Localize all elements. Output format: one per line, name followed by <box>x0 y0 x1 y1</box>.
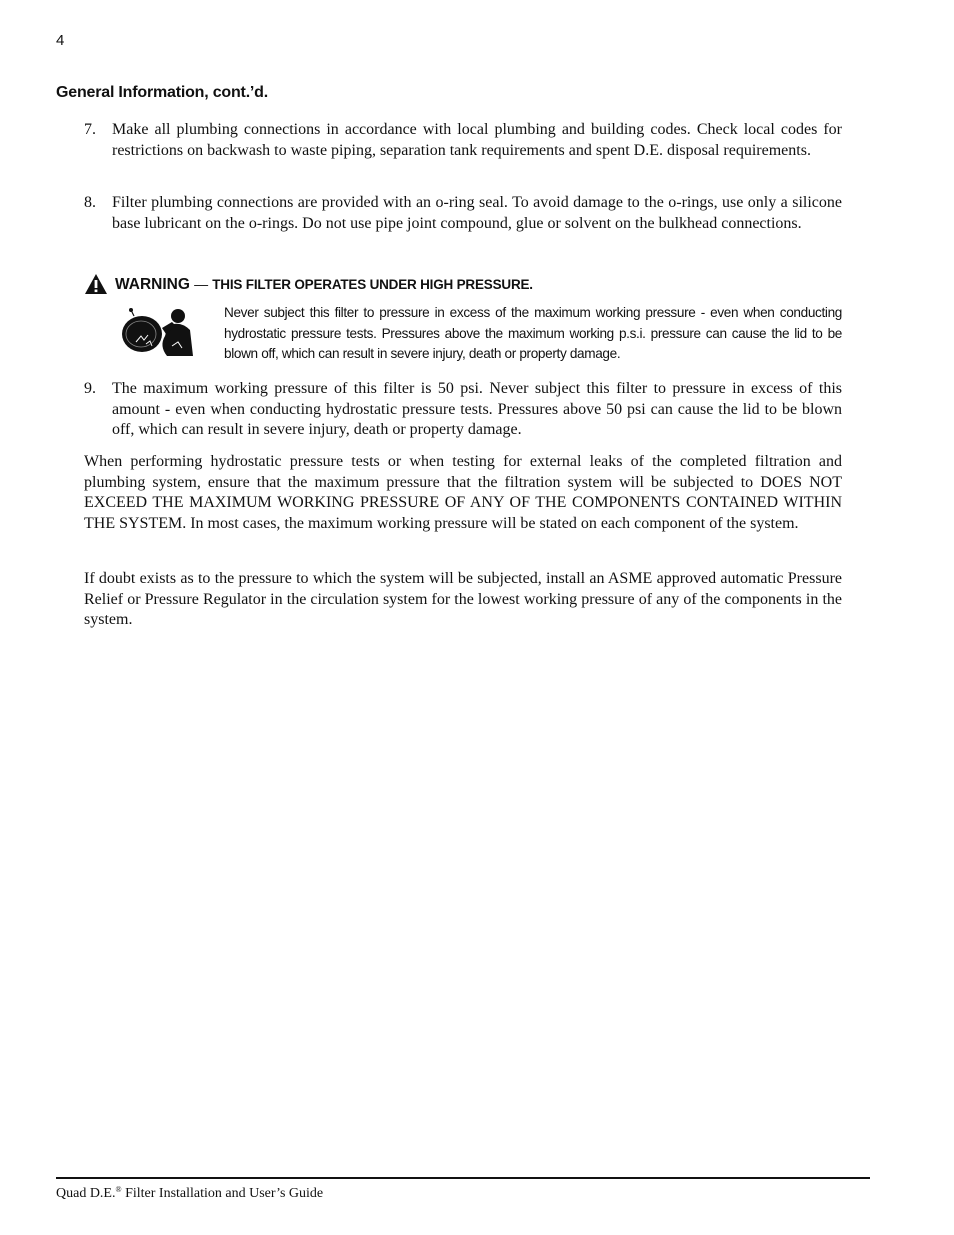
warning-title <box>115 276 533 294</box>
item-text: Filter plumbing connections are provided with an o-ring seal. To avoid damage to the o-rings, use only a silicone base lubricant on the o-rings. Do not use pipe joint compound, glue or solvent on the bulkhead connections. <box>112 194 842 232</box>
footer-title <box>56 1185 323 1202</box>
list-item <box>84 193 842 234</box>
page-number: 4 <box>56 32 65 49</box>
list-item <box>84 120 842 161</box>
list-item <box>84 379 842 441</box>
item-number: 8. <box>84 194 96 211</box>
lid-blow-off-hazard-icon <box>118 304 194 360</box>
warning-label: WARNING <box>115 276 190 293</box>
registered-mark: ® <box>115 1185 122 1194</box>
warning-dash: — <box>194 276 209 292</box>
warning-body: Never subject this filter to pressure in excess of the maximum working pressure - even when conducting hydrostatic pressure tests. Pressures above the maximum working p.s.i. pressure can cause the lid to be blown off, which can result in severe injury, death or property damage. <box>224 305 842 361</box>
body-paragraph: When performing hydrostatic pressure tests or when testing for external leaks of the completed filtration and plumbing system, ensure that the maximum pressure that the filtration system will be subjected to DOES NOT EXCEED THE MAXIMUM WORKING PRESSURE OF ANY OF THE COMPONENTS CONTAINED WITHIN THE SYSTEM. In most cases, the maximum working pressure will be stated on each component of the system. <box>84 453 842 532</box>
warning-headline: THIS FILTER OPERATES UNDER HIGH PRESSURE. <box>212 277 533 292</box>
section-heading: General Information, cont.’d. <box>56 84 268 101</box>
body-paragraph: If doubt exists as to the pressure to which the system will be subjected, install an ASME approved automatic Pressure Relief or Pressure Regulator in the circulation system for the lowest working pressure of any of the components in the system. <box>84 570 842 629</box>
footer-divider <box>56 1177 870 1179</box>
warning-triangle-icon <box>84 273 108 295</box>
item-text: The maximum working pressure of this filter is 50 psi. Never subject this filter to pressure in excess of this amount - even when conducting hydrostatic pressure tests. Pressures above 50 psi can cause the lid to be blown off, which can result in severe injury, death or property damage. <box>112 380 842 439</box>
footer-title-suffix: Filter Installation and User’s Guide <box>121 1186 324 1201</box>
item-text: Make all plumbing connections in accordance with local plumbing and building codes. Check local codes for restrictions on backwash to waste piping, separation tank requirements and spent D.E. disposal requirements. <box>112 121 842 159</box>
footer-title-prefix: Quad D.E. <box>56 1186 116 1201</box>
warning-block <box>84 270 842 370</box>
item-number: 7. <box>84 121 96 138</box>
item-number: 9. <box>84 380 96 397</box>
